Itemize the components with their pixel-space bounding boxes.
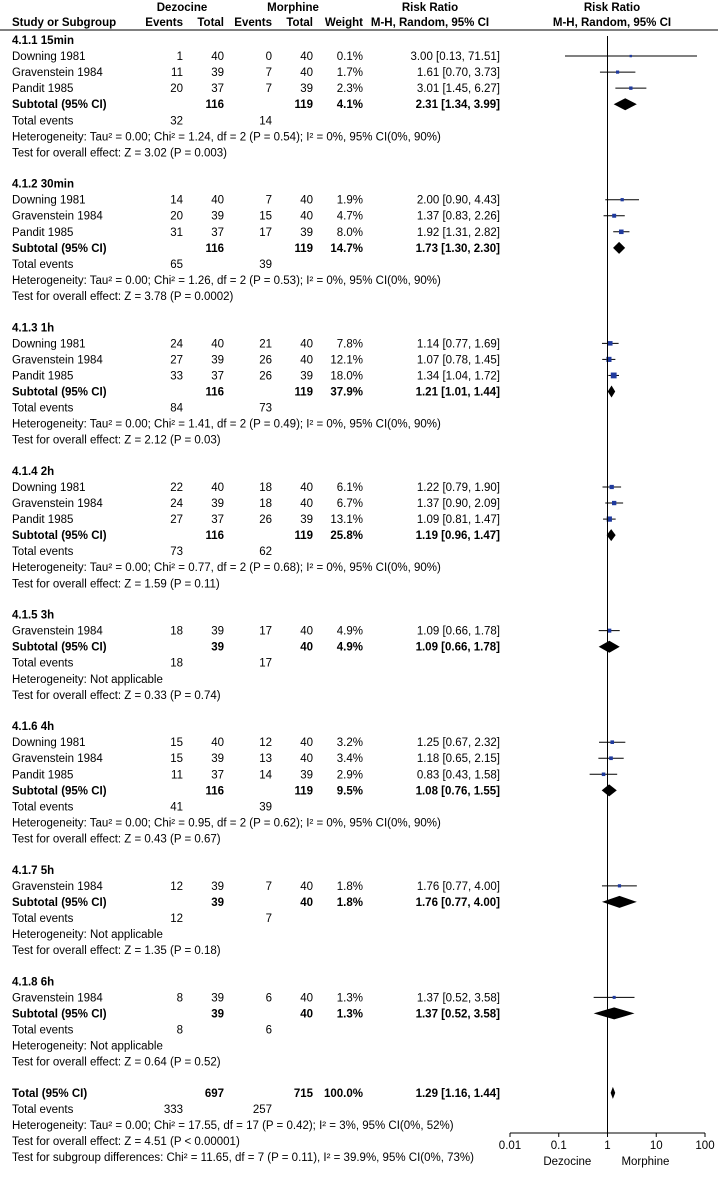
subgroup-2-subtotal-weight: 14.7% <box>330 242 363 255</box>
subgroup-7-subtotal-ci: 1.76 [0.77, 4.00] <box>415 896 500 909</box>
subgroup-2-study-2-events-2: 15 <box>259 210 272 223</box>
subgroup-2-study-3-total-1: 37 <box>211 226 224 239</box>
subgroup-1-study-2-marker <box>616 71 619 74</box>
subgroup-1-study-1-name: Downing 1981 <box>12 51 86 64</box>
subgroup-8-subtotal-ci: 1.37 [0.52, 3.58] <box>415 1008 500 1021</box>
subgroup-2-study-1-events-1: 14 <box>170 194 183 207</box>
subgroup-2-study-1-name: Downing 1981 <box>12 194 86 207</box>
subgroup-6-study-3-marker <box>602 773 606 777</box>
total-overall-effect: Test for overall effect: Z = 4.51 (P < 0.00001) <box>12 1136 240 1149</box>
subgroup-7-heterogeneity: Heterogeneity: Not applicable <box>12 928 163 941</box>
subgroup-6-study-2-events-2: 13 <box>259 753 272 766</box>
total-events-label: Total events <box>12 1103 74 1116</box>
subgroup-6-subtotal-ci: 1.08 [0.76, 1.55] <box>415 785 500 798</box>
subgroup-4-study-2-weight: 6.7% <box>336 498 363 511</box>
subgroup-6-study-2-weight: 3.4% <box>336 753 363 766</box>
subgroup-2-study-1-events-2: 7 <box>265 194 272 207</box>
subgroup-2-study-3-events-2: 17 <box>259 226 272 239</box>
subgroup-6-study-3-total-1: 37 <box>211 769 224 782</box>
subgroup-3-heterogeneity: Heterogeneity: Tau² = 0.00; Chi² = 1.41, df = 2 (P = 0.49); I² = 0%, 95% CI(0%, 90%) <box>12 418 441 431</box>
subgroup-3-study-2-ci: 1.07 [0.78, 1.45] <box>416 354 500 367</box>
subgroup-2-study-2-marker <box>612 214 616 218</box>
axis-label-dezocine: Dezocine <box>543 1155 592 1168</box>
header-plot-method: M-H, Random, 95% CI <box>552 17 672 29</box>
total-events-1: 333 <box>163 1103 183 1116</box>
subgroup-1-heterogeneity: Heterogeneity: Tau² = 0.00; Chi² = 1.24, df = 2 (P = 0.54); I² = 0%, 95% CI(0%, 90%) <box>12 131 441 144</box>
subgroup-3-study-1-name: Downing 1981 <box>12 338 86 351</box>
subgroup-2-total-events-1: 65 <box>170 258 183 271</box>
subgroup-2-heterogeneity: Heterogeneity: Tau² = 0.00; Chi² = 1.26, df = 2 (P = 0.53); I² = 0%, 95% CI(0%, 90%) <box>12 274 441 287</box>
subgroup-2-total-events-2: 39 <box>259 258 272 271</box>
subgroup-7-study-1-events-1: 12 <box>170 880 183 893</box>
subgroup-5-heterogeneity: Heterogeneity: Not applicable <box>12 673 163 686</box>
subgroup-6-study-1-total-2: 40 <box>300 737 313 750</box>
subgroup-5-overall-effect: Test for overall effect: Z = 0.33 (P = 0.74) <box>12 689 221 702</box>
subgroup-1-study-1-events-1: 1 <box>176 51 183 64</box>
subgroup-5-study-1-name: Gravenstein 1984 <box>12 625 103 638</box>
subgroup-4-subtotal-total-2: 119 <box>294 530 313 543</box>
header-study: Study or Subgroup <box>12 17 117 29</box>
subgroup-4-total-events-label: Total events <box>12 546 74 559</box>
subgroup-2-study-2-name: Gravenstein 1984 <box>12 210 103 223</box>
subgroup-1-study-1-ci: 3.00 [0.13, 71.51] <box>410 51 500 64</box>
subgroup-4-study-3-total-1: 37 <box>211 514 224 527</box>
subgroup-6-overall-effect: Test for overall effect: Z = 0.43 (P = 0.67) <box>12 833 221 846</box>
subgroup-8-subtotal-weight: 1.3% <box>336 1008 363 1021</box>
subgroup-2-study-1-ci: 2.00 [0.90, 4.43] <box>416 194 500 207</box>
header-group2: Morphine <box>267 2 319 14</box>
subgroup-2-subtotal-label: Subtotal (95% CI) <box>12 242 107 255</box>
subgroup-7-total-events-2: 7 <box>265 912 272 925</box>
subgroup-4-study-3-name: Pandit 1985 <box>12 514 74 527</box>
subgroup-3-subtotal-weight: 37.9% <box>330 386 363 399</box>
subgroup-8-study-1-events-1: 8 <box>176 992 183 1005</box>
subgroup-6-study-3-total-2: 39 <box>300 769 313 782</box>
subgroup-2-title: 4.1.2 30min <box>12 178 75 191</box>
x-tick-label-3: 1 <box>604 1139 611 1152</box>
subgroup-1-subtotal-total-1: 116 <box>205 99 224 112</box>
subgroup-3-study-2-total-1: 39 <box>211 354 224 367</box>
subgroup-4-study-1-marker <box>610 485 614 489</box>
subgroup-3-subtotal-label: Subtotal (95% CI) <box>12 386 107 399</box>
subgroup-4-overall-effect: Test for overall effect: Z = 1.59 (P = 0.11) <box>12 578 220 591</box>
total-heterogeneity: Heterogeneity: Tau² = 0.00; Chi² = 17.55, df = 17 (P = 0.42); I² = 3%, 95% CI(0%, 52%) <box>12 1119 454 1132</box>
subgroup-1-study-2-total-1: 39 <box>211 67 224 80</box>
subgroup-1-study-2-total-2: 40 <box>300 67 313 80</box>
subgroup-4-study-3-weight: 13.1% <box>330 514 363 527</box>
subgroup-1-study-3-weight: 2.3% <box>336 83 363 96</box>
subgroup-2-overall-effect: Test for overall effect: Z = 3.78 (P = 0.0002) <box>12 290 234 303</box>
subgroup-1-study-1-weight: 0.1% <box>336 51 363 64</box>
subgroup-3-study-1-ci: 1.14 [0.77, 1.69] <box>416 338 500 351</box>
subgroup-8-subtotal-total-1: 39 <box>211 1008 224 1021</box>
subgroup-6-study-1-ci: 1.25 [0.67, 2.32] <box>416 737 500 750</box>
subgroup-4-total-events-2: 62 <box>259 546 272 559</box>
subgroup-7-study-1-marker <box>618 884 621 887</box>
subgroup-8-study-1-marker <box>613 996 616 999</box>
subgroup-5-subtotal-ci: 1.09 [0.66, 1.78] <box>415 641 500 654</box>
subgroup-3-study-2-weight: 12.1% <box>330 354 363 367</box>
subgroup-5-title: 4.1.5 3h <box>12 609 55 622</box>
subgroup-3-subtotal-total-2: 119 <box>294 386 313 399</box>
subgroup-5-study-1-events-2: 17 <box>259 625 272 638</box>
subgroup-8-study-1-total-2: 40 <box>300 992 313 1005</box>
subgroup-3-study-3-name: Pandit 1985 <box>12 370 74 383</box>
subgroup-3-total-events-2: 73 <box>259 402 272 415</box>
subgroup-2-study-2-total-2: 40 <box>300 210 313 223</box>
subgroup-1-study-2-weight: 1.7% <box>336 67 363 80</box>
subgroup-3-study-3-events-1: 33 <box>170 370 183 383</box>
subgroup-7-title: 4.1.7 5h <box>12 864 55 877</box>
subgroup-5-study-1-total-2: 40 <box>300 625 313 638</box>
subgroup-8-study-1-events-2: 6 <box>265 992 272 1005</box>
subgroup-3-overall-effect: Test for overall effect: Z = 2.12 (P = 0.03) <box>12 434 221 447</box>
subgroup-6-study-3-ci: 0.83 [0.43, 1.58] <box>416 769 500 782</box>
subgroup-2-study-1-total-2: 40 <box>300 194 313 207</box>
subgroup-8-overall-effect: Test for overall effect: Z = 0.64 (P = 0.52) <box>12 1056 221 1069</box>
subgroup-2-subtotal-total-2: 119 <box>294 242 313 255</box>
subgroup-6-study-1-marker <box>610 740 614 744</box>
subgroup-2-study-3-ci: 1.92 [1.31, 2.82] <box>416 226 500 239</box>
subgroup-1-study-3-total-1: 37 <box>211 83 224 96</box>
subgroup-3-study-1-events-2: 21 <box>259 338 272 351</box>
subgroup-8-subtotal-diamond <box>594 1007 635 1019</box>
subgroup-1-subtotal-weight: 4.1% <box>336 99 363 112</box>
subgroup-1-study-3-events-2: 7 <box>265 83 272 96</box>
subgroup-3-subtotal-ci: 1.21 [1.01, 1.44] <box>415 386 500 399</box>
header-total-1: Total <box>197 17 224 29</box>
subgroup-8-subtotal-total-2: 40 <box>300 1008 313 1021</box>
subgroup-5-study-1-ci: 1.09 [0.66, 1.78] <box>416 625 500 638</box>
subgroup-2-subtotal-diamond <box>613 242 625 254</box>
header-rr-method: M-H, Random, 95% CI <box>370 17 490 29</box>
subgroup-1-subtotal-diamond <box>614 98 637 110</box>
total-events-2: 257 <box>252 1103 272 1116</box>
subgroup-1-study-2-name: Gravenstein 1984 <box>12 67 103 80</box>
subgroup-6-study-1-weight: 3.2% <box>336 737 363 750</box>
subgroup-3-study-3-total-2: 39 <box>300 370 313 383</box>
subgroup-2-study-2-total-1: 39 <box>211 210 224 223</box>
subgroup-6-study-3-weight: 2.9% <box>336 769 363 782</box>
subgroup-1-overall-effect: Test for overall effect: Z = 3.02 (P = 0.003) <box>12 147 227 160</box>
header-weight: Weight <box>324 17 363 29</box>
subgroup-4-study-2-events-2: 18 <box>259 498 272 511</box>
subgroup-6-study-3-events-1: 11 <box>171 769 183 782</box>
subgroup-4-study-3-events-2: 26 <box>259 514 272 527</box>
subgroup-4-study-1-name: Downing 1981 <box>12 481 86 494</box>
x-tick-label-4: 10 <box>649 1139 663 1152</box>
subgroup-8-study-1-total-1: 39 <box>211 992 224 1005</box>
total-ci: 1.29 [1.16, 1.44] <box>415 1087 500 1100</box>
header-plot-title: Risk Ratio <box>583 2 641 14</box>
subgroup-4-study-3-ci: 1.09 [0.81, 1.47] <box>416 514 500 527</box>
subgroup-3-subtotal-diamond <box>608 385 616 397</box>
subgroup-4-study-2-marker <box>612 501 616 505</box>
subgroup-5-study-1-events-1: 18 <box>170 625 183 638</box>
subgroup-3-total-events-label: Total events <box>12 402 74 415</box>
subgroup-3-title: 4.1.3 1h <box>12 322 55 335</box>
subgroup-4-study-1-events-1: 22 <box>170 481 183 494</box>
subgroup-2-study-3-weight: 8.0% <box>336 226 363 239</box>
subgroup-6-heterogeneity: Heterogeneity: Tau² = 0.00; Chi² = 0.95, df = 2 (P = 0.62); I² = 0%, 95% CI(0%, 90%) <box>12 817 441 830</box>
subgroup-4-study-1-total-2: 40 <box>300 481 313 494</box>
subgroup-6-subtotal-total-1: 116 <box>205 785 224 798</box>
subgroup-8-subtotal-label: Subtotal (95% CI) <box>12 1008 107 1021</box>
subgroup-7-total-events-label: Total events <box>12 912 74 925</box>
subgroup-3-total-events-1: 84 <box>170 402 183 415</box>
subgroup-6-total-events-2: 39 <box>259 801 272 814</box>
subgroup-8-study-1-weight: 1.3% <box>336 992 363 1005</box>
subgroup-1-title: 4.1.1 15min <box>12 35 75 47</box>
subgroup-1-study-2-ci: 1.61 [0.70, 3.73] <box>416 67 500 80</box>
subgroup-4-study-2-name: Gravenstein 1984 <box>12 498 103 511</box>
subgroup-2-study-2-weight: 4.7% <box>336 210 363 223</box>
subgroup-2-total-events-label: Total events <box>12 258 74 271</box>
subgroup-2-study-3-marker <box>619 230 624 235</box>
subgroup-3-study-1-weight: 7.8% <box>336 338 363 351</box>
subgroup-1-study-1-marker <box>630 55 632 57</box>
subgroup-7-total-events-1: 12 <box>170 912 183 925</box>
subgroup-2-subtotal-total-1: 116 <box>205 242 224 255</box>
header-group1: Dezocine <box>156 2 208 14</box>
subgroup-7-study-1-name: Gravenstein 1984 <box>12 880 103 893</box>
subgroup-2-study-2-events-1: 20 <box>170 210 183 223</box>
subgroup-8-study-1-ci: 1.37 [0.52, 3.58] <box>416 992 500 1005</box>
subgroup-1-total-events-2: 14 <box>259 115 272 128</box>
subgroup-1-subtotal-ci: 2.31 [1.34, 3.99] <box>415 99 500 112</box>
subgroup-2-study-3-name: Pandit 1985 <box>12 226 74 239</box>
total-total-1: 697 <box>204 1087 224 1100</box>
subgroup-3-study-3-total-1: 37 <box>211 370 224 383</box>
subgroup-6-study-1-events-2: 12 <box>259 737 272 750</box>
header-events-2: Events <box>234 17 272 29</box>
subgroup-7-subtotal-weight: 1.8% <box>336 896 363 909</box>
subgroup-3-study-3-events-2: 26 <box>259 370 272 383</box>
subgroup-7-study-1-ci: 1.76 [0.77, 4.00] <box>416 880 500 893</box>
subgroup-1-study-3-total-2: 39 <box>300 83 313 96</box>
subgroup-3-study-1-total-1: 40 <box>211 338 224 351</box>
subgroup-5-total-events-1: 18 <box>170 657 183 670</box>
total-label: Total (95% CI) <box>12 1087 88 1100</box>
x-tick-label-5: 100 <box>695 1139 715 1152</box>
subgroup-1-total-events-label: Total events <box>12 115 74 128</box>
subgroup-4-study-2-total-1: 39 <box>211 498 224 511</box>
subgroup-3-study-1-marker <box>608 341 613 346</box>
subgroup-6-study-3-events-2: 14 <box>259 769 272 782</box>
subgroup-3-study-2-total-2: 40 <box>300 354 313 367</box>
subgroup-3-study-2-events-1: 27 <box>170 354 183 367</box>
subgroup-4-title: 4.1.4 2h <box>12 465 55 478</box>
subgroup-5-subtotal-label: Subtotal (95% CI) <box>12 641 107 654</box>
axis-label-morphine: Morphine <box>621 1155 670 1168</box>
subgroup-5-subtotal-weight: 4.9% <box>336 641 363 654</box>
subgroup-6-subtotal-weight: 9.5% <box>336 785 363 798</box>
subgroup-5-subtotal-total-1: 39 <box>211 641 224 654</box>
subgroup-2-subtotal-ci: 1.73 [1.30, 2.30] <box>415 242 500 255</box>
subgroup-6-study-1-name: Downing 1981 <box>12 737 86 750</box>
subgroup-7-study-1-weight: 1.8% <box>336 880 363 893</box>
subgroup-1-study-1-total-1: 40 <box>211 51 224 64</box>
subgroup-2-study-3-total-2: 39 <box>300 226 313 239</box>
subgroup-5-total-events-label: Total events <box>12 657 74 670</box>
subgroup-6-total-events-1: 41 <box>170 801 183 814</box>
x-tick-label-2: 0.1 <box>550 1139 567 1152</box>
subgroup-4-study-2-events-1: 24 <box>170 498 183 511</box>
total-diamond <box>611 1087 616 1099</box>
subgroup-6-study-1-total-1: 40 <box>211 737 224 750</box>
subgroup-7-subtotal-total-1: 39 <box>211 896 224 909</box>
subgroup-4-subtotal-ci: 1.19 [0.96, 1.47] <box>415 530 500 543</box>
subgroup-1-total-events-1: 32 <box>170 115 183 128</box>
subgroup-1-study-3-ci: 3.01 [1.45, 6.27] <box>416 83 500 96</box>
subgroup-7-study-1-events-2: 7 <box>265 880 272 893</box>
subgroup-2-study-1-marker <box>621 198 624 201</box>
header-events-1: Events <box>145 17 183 29</box>
subgroup-6-subtotal-total-2: 119 <box>294 785 313 798</box>
total-total-2: 715 <box>293 1087 313 1100</box>
total-weight: 100.0% <box>323 1087 363 1100</box>
x-tick-label-1: 0.01 <box>498 1139 522 1152</box>
subgroup-3-study-2-name: Gravenstein 1984 <box>12 354 103 367</box>
subgroup-6-study-2-name: Gravenstein 1984 <box>12 753 103 766</box>
subgroup-3-study-1-total-2: 40 <box>300 338 313 351</box>
subgroup-1-study-3-events-1: 20 <box>170 83 183 96</box>
subgroup-8-title: 4.1.8 6h <box>12 976 55 989</box>
subgroup-7-subtotal-label: Subtotal (95% CI) <box>12 896 107 909</box>
subgroup-4-total-events-1: 73 <box>170 546 183 559</box>
subgroup-3-study-3-weight: 18.0% <box>330 370 363 383</box>
subgroup-4-study-2-ci: 1.37 [0.90, 2.09] <box>416 498 500 511</box>
subgroup-6-study-1-events-1: 15 <box>170 737 183 750</box>
subgroup-1-study-3-name: Pandit 1985 <box>12 83 74 96</box>
subgroup-6-subtotal-diamond <box>602 784 617 796</box>
subgroup-4-study-2-total-2: 40 <box>300 498 313 511</box>
subgroup-7-study-1-total-1: 39 <box>211 880 224 893</box>
subgroup-2-study-2-ci: 1.37 [0.83, 2.26] <box>416 210 500 223</box>
subgroup-3-study-3-marker <box>611 373 617 379</box>
subgroup-2-study-3-events-1: 31 <box>170 226 183 239</box>
subgroup-6-study-2-total-2: 40 <box>300 753 313 766</box>
subgroup-6-total-events-label: Total events <box>12 801 74 814</box>
subgroup-6-study-2-total-1: 39 <box>211 753 224 766</box>
subgroup-8-study-1-name: Gravenstein 1984 <box>12 992 103 1005</box>
subgroup-6-title: 4.1.6 4h <box>12 721 55 734</box>
subgroup-1-study-1-total-2: 40 <box>300 51 313 64</box>
header-rr-title: Risk Ratio <box>401 2 459 14</box>
subgroup-4-subtotal-total-1: 116 <box>205 530 224 543</box>
subgroup-7-subtotal-total-2: 40 <box>300 896 313 909</box>
subgroup-differences: Test for subgroup differences: Chi² = 11.65, df = 7 (P = 0.11), I² = 39.9%, 95% CI(0%, 73%) <box>12 1152 474 1165</box>
subgroup-5-study-1-weight: 4.9% <box>336 625 363 638</box>
subgroup-1-study-3-marker <box>629 86 632 89</box>
subgroup-6-study-3-name: Pandit 1985 <box>12 769 74 782</box>
subgroup-1-study-2-events-2: 7 <box>265 67 272 80</box>
subgroup-1-study-2-events-1: 11 <box>171 67 183 80</box>
subgroup-8-total-events-2: 6 <box>265 1024 272 1037</box>
subgroup-8-heterogeneity: Heterogeneity: Not applicable <box>12 1040 163 1053</box>
subgroup-4-study-3-total-2: 39 <box>300 514 313 527</box>
subgroup-1-subtotal-total-2: 119 <box>294 99 313 112</box>
subgroup-5-total-events-2: 17 <box>259 657 272 670</box>
subgroup-6-study-2-marker <box>609 756 613 760</box>
subgroup-1-study-1-events-2: 0 <box>265 51 272 64</box>
subgroup-5-study-1-total-1: 39 <box>211 625 224 638</box>
subgroup-1-subtotal-label: Subtotal (95% CI) <box>12 99 107 112</box>
subgroup-4-study-1-total-1: 40 <box>211 481 224 494</box>
subgroup-4-heterogeneity: Heterogeneity: Tau² = 0.00; Chi² = 0.77, df = 2 (P = 0.68); I² = 0%, 95% CI(0%, 90%) <box>12 562 441 575</box>
subgroup-3-study-2-events-2: 26 <box>259 354 272 367</box>
subgroup-4-subtotal-label: Subtotal (95% CI) <box>12 530 107 543</box>
subgroup-6-study-2-ci: 1.18 [0.65, 2.15] <box>416 753 500 766</box>
subgroup-4-subtotal-weight: 25.8% <box>330 530 363 543</box>
subgroup-2-study-1-weight: 1.9% <box>336 194 363 207</box>
subgroup-8-total-events-label: Total events <box>12 1024 74 1037</box>
subgroup-4-study-3-events-1: 27 <box>170 514 183 527</box>
subgroup-7-study-1-total-2: 40 <box>300 880 313 893</box>
header-total-2: Total <box>286 17 313 29</box>
subgroup-6-subtotal-label: Subtotal (95% CI) <box>12 785 107 798</box>
subgroup-4-study-1-events-2: 18 <box>259 481 272 494</box>
subgroup-5-subtotal-diamond <box>599 641 620 653</box>
subgroup-3-study-3-ci: 1.34 [1.04, 1.72] <box>416 370 500 383</box>
subgroup-6-study-2-events-1: 15 <box>170 753 183 766</box>
subgroup-5-subtotal-total-2: 40 <box>300 641 313 654</box>
subgroup-3-study-1-events-1: 24 <box>170 338 183 351</box>
subgroup-7-overall-effect: Test for overall effect: Z = 1.35 (P = 0.18) <box>12 945 221 958</box>
subgroup-2-study-1-total-1: 40 <box>211 194 224 207</box>
subgroup-8-total-events-1: 8 <box>176 1024 183 1037</box>
subgroup-4-study-1-weight: 6.1% <box>336 481 363 494</box>
subgroup-3-subtotal-total-1: 116 <box>205 386 224 399</box>
subgroup-4-study-1-ci: 1.22 [0.79, 1.90] <box>416 481 500 494</box>
